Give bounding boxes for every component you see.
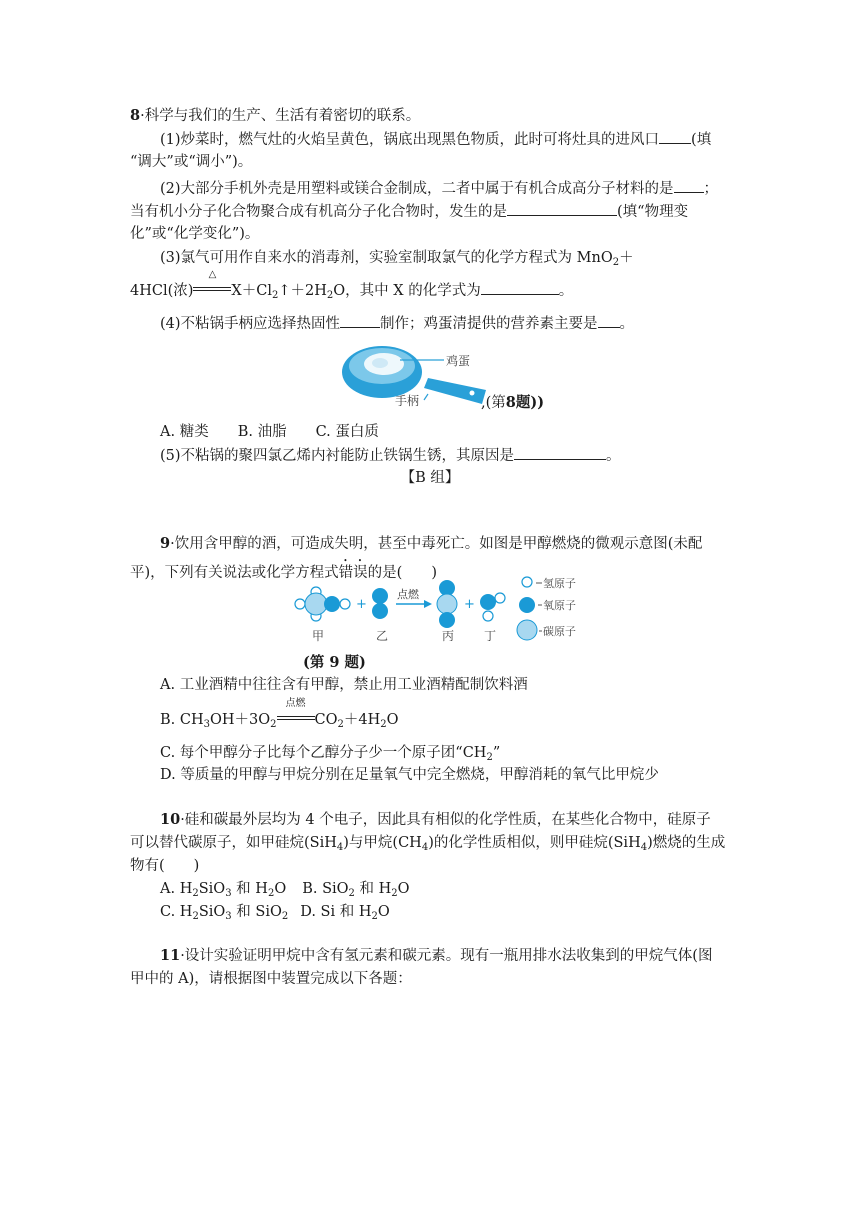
- oxygen-atom: [324, 596, 340, 612]
- oxygen-atom: [439, 612, 455, 628]
- q8-part4: (4)不粘锅手柄应选择热固性 制作；鸡蛋清提供的营养素主要是 。: [160, 313, 634, 334]
- oxygen-atom: [480, 594, 496, 610]
- q9-figure-caption: (第 9 题): [303, 654, 366, 671]
- q8-part5: (5)不粘锅的聚四氯乙烯内衬能防止铁锅生锈，其原因是 。: [160, 445, 621, 466]
- q8-part2-end: 化”或“化学变化”)。: [130, 226, 260, 242]
- oxygen-atom: [372, 588, 388, 604]
- egg-yolk: [372, 358, 388, 368]
- legend-hydrogen-label: 氢原子: [543, 577, 576, 590]
- label-ding: 丁: [484, 629, 497, 643]
- oxygen-atom: [372, 603, 388, 619]
- legend-carbon-label: 碳原子: [543, 625, 576, 638]
- q8-part3: (3)氯气可用作自来水的消毒剂，实验室制取氯气的化学方程式为 MnO$_2$＋: [160, 250, 634, 268]
- q8-part2-cont: 当有机小分子化合物聚合成有机高分子化合物时，发生的是 (填“物理变: [130, 201, 688, 222]
- answer-blank[interactable]: [674, 178, 704, 193]
- answer-blank[interactable]: [507, 201, 617, 216]
- q10-options-cd: C. $H_2SiO_3$ 和 SiO$_2$ D. Si 和 $H_2O$: [160, 904, 390, 922]
- methanol-combustion-diagram: [290, 574, 610, 646]
- hydrogen-atom: [483, 611, 493, 621]
- label-egg: 鸡蛋: [446, 354, 471, 368]
- q10-options-ab: A. $H_2SiO_3$ 和 $H_2O$ B. SiO$_2$ 和 $H_2O$: [160, 881, 410, 899]
- q10-stem-end: 物有( ): [130, 858, 200, 874]
- label-jia: 甲: [312, 629, 325, 643]
- svg-text:+: +: [464, 597, 475, 612]
- q10-stem-cont: 可以替代碳原子，如甲硅烷(SiH$_4$)与甲烷$(CH_4)$的化学性质相似，则甲硅烷(SiH$_4$)燃烧的生成: [130, 835, 726, 853]
- q8-options: A. 糖类 B. 油脂 C. 蛋白质: [160, 424, 379, 440]
- ignition-condition: 点燃: [277, 710, 315, 730]
- label-handle: 手柄: [395, 394, 420, 408]
- heat-condition: △: [193, 281, 231, 301]
- answer-blank[interactable]: [659, 129, 691, 144]
- q9-option-d: D. 等质量的甲醇与甲烷分别在足量氧气中完全燃烧，甲醇消耗的氧气比甲烷少: [160, 767, 659, 783]
- carbon-atom: [305, 593, 327, 615]
- group-b-heading: 【B 组】: [400, 470, 460, 486]
- reaction-condition: 点燃: [397, 588, 419, 601]
- answer-blank[interactable]: [514, 445, 606, 460]
- answer-blank[interactable]: [340, 313, 380, 328]
- q9-stem: 9·饮用含甲醇的酒，可造成失明，甚至中毒死亡。如图是甲醇燃烧的微观示意图(未配: [160, 535, 703, 552]
- q9-stem-cont: 平)，下列有关说法或化学方程式错误的是( ): [130, 565, 437, 581]
- answer-blank[interactable]: [481, 280, 559, 295]
- legend-hydrogen-icon: [522, 577, 532, 587]
- answer-blank[interactable]: [598, 313, 620, 328]
- q8-part2: (2)大部分手机外壳是用塑料或镁合金制成，二者中属于有机合成高分子材料的是 ；: [160, 178, 718, 199]
- q8-stem: 8·科学与我们的生产、生活有着密切的联系。: [130, 107, 421, 124]
- legend-oxygen-label: 氧原子: [543, 599, 576, 612]
- q11-stem: 11·设计实验证明甲烷中含有氢元素和碳元素。现有一瓶用排水法收集到的甲烷气体(图: [160, 947, 713, 964]
- q8-part3-equation: 4HCl(浓) △ $X+Cl_2↑+2H_2O$，其中 X 的化学式为 。: [130, 269, 574, 301]
- q11-stem-cont: 甲中的 A)，请根据图中装置完成以下各题：: [130, 971, 412, 987]
- legend-carbon-icon: [517, 620, 537, 640]
- q9-option-c: C. 每个甲醇分子比每个乙醇分子少一个原子团“$CH_2$”: [160, 745, 501, 763]
- carbon-atom: [437, 594, 457, 614]
- legend-oxygen-icon: [519, 597, 535, 613]
- hydrogen-atom: [495, 593, 505, 603]
- hydrogen-atom: [340, 599, 350, 609]
- q10-stem: 10·硅和碳最外层均为 4 个电子，因此具有相似的化学性质，在某些化合物中，硅原子: [160, 811, 711, 828]
- handle-hole: [470, 391, 475, 396]
- label-bing: 丙: [442, 629, 455, 643]
- hydrogen-atom: [295, 599, 305, 609]
- label-yi: 乙: [376, 629, 389, 643]
- q8-part1-cont: “调大”或“调小”)。: [130, 154, 253, 170]
- q8-figure-caption: ,(第8题)): [481, 394, 545, 411]
- q9-option-a: A. 工业酒精中往往含有甲醇，禁止用工业酒精配制饮料酒: [160, 677, 528, 693]
- pan-handle: [424, 378, 486, 404]
- q9-option-b: B. $CH_3OH+3O_2$ 点燃 $CO_2+4H_2O$: [160, 698, 399, 730]
- q8-part1: (1)炒菜时，燃气灶的火焰呈黄色，锅底出现黑色物质，此时可将灶具的进风口 (填: [160, 129, 711, 150]
- svg-text:+: +: [356, 597, 367, 612]
